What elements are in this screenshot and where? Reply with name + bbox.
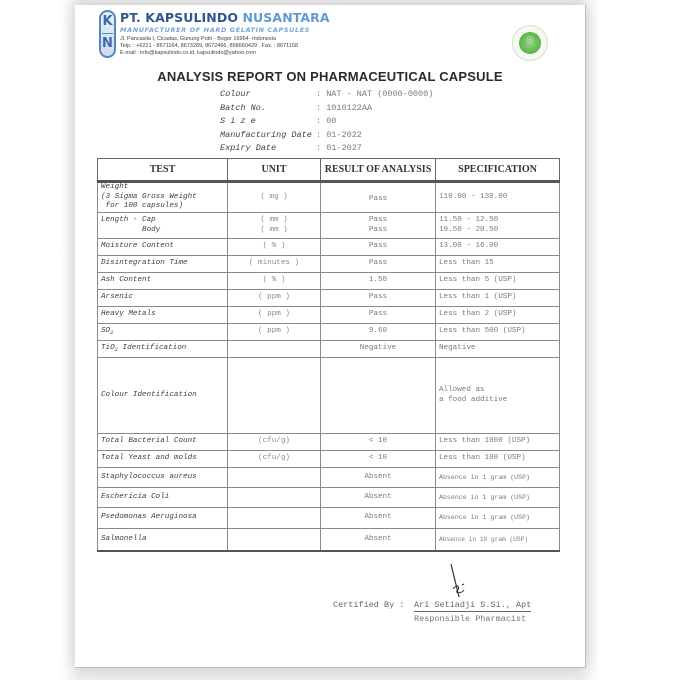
unit-value: ( mm )	[260, 225, 288, 234]
test-cell: Ash Content	[98, 273, 228, 290]
table-row	[98, 434, 560, 451]
test-cell	[98, 213, 228, 239]
unit-cell: ( % )	[228, 273, 321, 290]
meta-label: Batch No.	[220, 102, 266, 113]
spec-cell: Absence in 1 gram (USP)	[436, 488, 560, 508]
test-cell: Staphylococcus aureus	[98, 468, 228, 488]
logo-letter-n: N	[102, 36, 113, 51]
spec-cell: Less than 2 (USP)	[436, 307, 560, 324]
company-address: Jl. Pancasila I, Cicadas, Gunung Putri - Bogor 16964 -Indonesia	[120, 36, 276, 42]
certifier-name: Ari Setiadji S.Si., Apt	[414, 600, 532, 610]
table-row	[98, 324, 560, 341]
spec-value: 11.50 - 12.50	[439, 216, 499, 224]
test-name-suffix: Identification	[117, 343, 187, 352]
spec-cell	[436, 358, 560, 434]
table-row	[98, 451, 560, 468]
company-name-main: PT. KAPSULINDO	[120, 10, 239, 25]
company-name-accent: NUSANTARA	[242, 10, 330, 25]
meta-label: S i z e	[220, 116, 256, 127]
test-note: (3 Sigma Gross Weight	[101, 192, 197, 201]
test-note: for 100 capsules)	[101, 202, 184, 211]
result-cell: Pass	[321, 307, 436, 324]
result-cell: 9.60	[321, 324, 436, 341]
table-row	[98, 290, 560, 307]
result-cell	[321, 358, 436, 434]
meta-label: Expiry Date	[220, 143, 277, 154]
table-row	[98, 468, 560, 488]
table-row	[98, 256, 560, 273]
result-cell: Pass	[321, 239, 436, 256]
unit-cell: ( minutes )	[228, 256, 321, 273]
test-cell: Heavy Metals	[98, 307, 228, 324]
test-cell: Eschericia Coli	[98, 488, 228, 508]
spec-cell: Absence in 10 gram (USP)	[436, 529, 560, 551]
spec-value: Allowed as	[439, 386, 485, 394]
seal-glyph: ☉	[525, 36, 535, 46]
spec-cell: 110.00 - 130.00	[436, 182, 560, 213]
spec-cell: Less than 100 (USP)	[436, 451, 560, 468]
result-value: Pass	[368, 216, 388, 224]
table-row	[98, 529, 560, 551]
unit-cell: ( ppm )	[228, 324, 321, 341]
certifier-role: Responsible Pharmacist	[414, 614, 527, 624]
meta-label: Colour	[220, 89, 251, 99]
unit-cell: ( mg )	[228, 182, 321, 213]
unit-cell	[228, 213, 321, 239]
spec-cell: 13.00 - 16.00	[436, 239, 560, 256]
spec-cell: Negative	[436, 341, 560, 358]
table-row	[98, 307, 560, 324]
meta-value: : 00	[316, 116, 337, 127]
company-email: E-mail : info@kapsulindo.co.id, kapsulindo@yahoo.com	[120, 50, 256, 56]
spec-cell	[436, 213, 560, 239]
spec-cell: Less than 15	[436, 256, 560, 273]
unit-cell: ( ppm )	[228, 290, 321, 307]
result-cell: < 10	[321, 451, 436, 468]
test-cell: Colour Identification	[98, 358, 228, 434]
test-name: Length - Cap	[101, 216, 156, 224]
subscript: 2	[114, 345, 118, 353]
result-cell: Absent	[321, 529, 436, 551]
report-document	[75, 5, 586, 668]
test-cell	[98, 341, 228, 358]
result-cell: 1.50	[321, 273, 436, 290]
test-cell: Arsenic	[98, 290, 228, 307]
table-row	[98, 182, 560, 213]
header-specification: SPECIFICATION	[436, 159, 560, 182]
test-sub-name: Body	[101, 225, 161, 234]
halal-seal-icon	[512, 25, 548, 61]
table-row	[98, 341, 560, 358]
unit-cell: (cfu/g)	[228, 451, 321, 468]
result-cell: Pass	[321, 182, 436, 213]
meta-value: : 1010122AA	[316, 102, 373, 113]
unit-cell: (cfu/g)	[228, 434, 321, 451]
table-header-row	[98, 159, 560, 182]
unit-cell	[228, 508, 321, 529]
result-cell: Absent	[321, 488, 436, 508]
certified-by-label: Certified By :	[333, 600, 405, 610]
test-cell	[98, 182, 228, 213]
unit-cell	[228, 488, 321, 508]
test-name: TiO	[101, 343, 115, 352]
table-row	[98, 508, 560, 529]
spec-cell: Absence in 1 gram (USP)	[436, 468, 560, 488]
unit-cell: ( ppm )	[228, 307, 321, 324]
result-cell: Absent	[321, 508, 436, 529]
spec-cell: Absence in 1 gram (USP)	[436, 508, 560, 529]
table-row	[98, 488, 560, 508]
header-test: TEST	[98, 159, 228, 182]
test-cell: Salmonella	[98, 529, 228, 551]
result-cell: Negative	[321, 341, 436, 358]
unit-value: ( mm )	[260, 216, 288, 224]
test-cell: Psedomonas Aeruginosa	[98, 508, 228, 529]
test-cell: Moisture Content	[98, 239, 228, 256]
table-row	[98, 213, 560, 239]
company-tagline: MANUFACTURER OF HARD GELATIN CAPSULES	[120, 26, 311, 34]
report-title: ANALYSIS REPORT ON PHARMACEUTICAL CAPSULE	[157, 69, 503, 84]
meta-value: : 01-2027	[316, 143, 362, 154]
result-cell: Absent	[321, 468, 436, 488]
meta-label: Manufacturing Date	[220, 129, 312, 140]
spec-value: 19.50 - 20.50	[439, 225, 499, 234]
unit-cell	[228, 529, 321, 551]
spec-cell: Less than 5 (USP)	[436, 273, 560, 290]
result-cell	[321, 213, 436, 239]
header-unit: UNIT	[228, 159, 321, 182]
company-name	[120, 10, 330, 25]
meta-value: : NAT - NAT (0000-0000)	[316, 89, 434, 99]
meta-value: : 01-2022	[316, 129, 362, 140]
spec-cell: Less than 500 (USP)	[436, 324, 560, 341]
unit-cell	[228, 358, 321, 434]
logo-letter-k: K	[102, 14, 113, 29]
table-row	[98, 239, 560, 256]
spec-value: a food additive	[439, 395, 508, 404]
spec-cell: Less than 1 (USP)	[436, 290, 560, 307]
unit-cell: ( % )	[228, 239, 321, 256]
company-logo-icon	[99, 10, 116, 58]
result-cell: Pass	[321, 256, 436, 273]
test-cell: Total Yeast and molds	[98, 451, 228, 468]
result-value: Pass	[368, 225, 388, 234]
result-cell: < 10	[321, 434, 436, 451]
analysis-table	[97, 158, 560, 552]
company-phone: Telp. : +6221 - 8671164, 8673289, 8672466, 868660429 . Fax. : 8671158	[120, 43, 298, 49]
unit-cell	[228, 341, 321, 358]
result-cell: Pass	[321, 290, 436, 307]
test-cell: Total Bacterial Count	[98, 434, 228, 451]
signature-icon	[447, 563, 471, 603]
test-cell	[98, 324, 228, 341]
unit-cell	[228, 468, 321, 488]
subscript: 2	[110, 328, 114, 336]
seal-center	[519, 32, 541, 54]
header-result: RESULT OF ANALYSIS	[321, 159, 436, 182]
spec-cell: Less than 1000 (USP)	[436, 434, 560, 451]
test-name: Weight	[101, 183, 129, 192]
table-row	[98, 273, 560, 290]
table-row	[98, 358, 560, 434]
test-cell: Disintegration Time	[98, 256, 228, 273]
test-name: SO	[101, 326, 111, 335]
